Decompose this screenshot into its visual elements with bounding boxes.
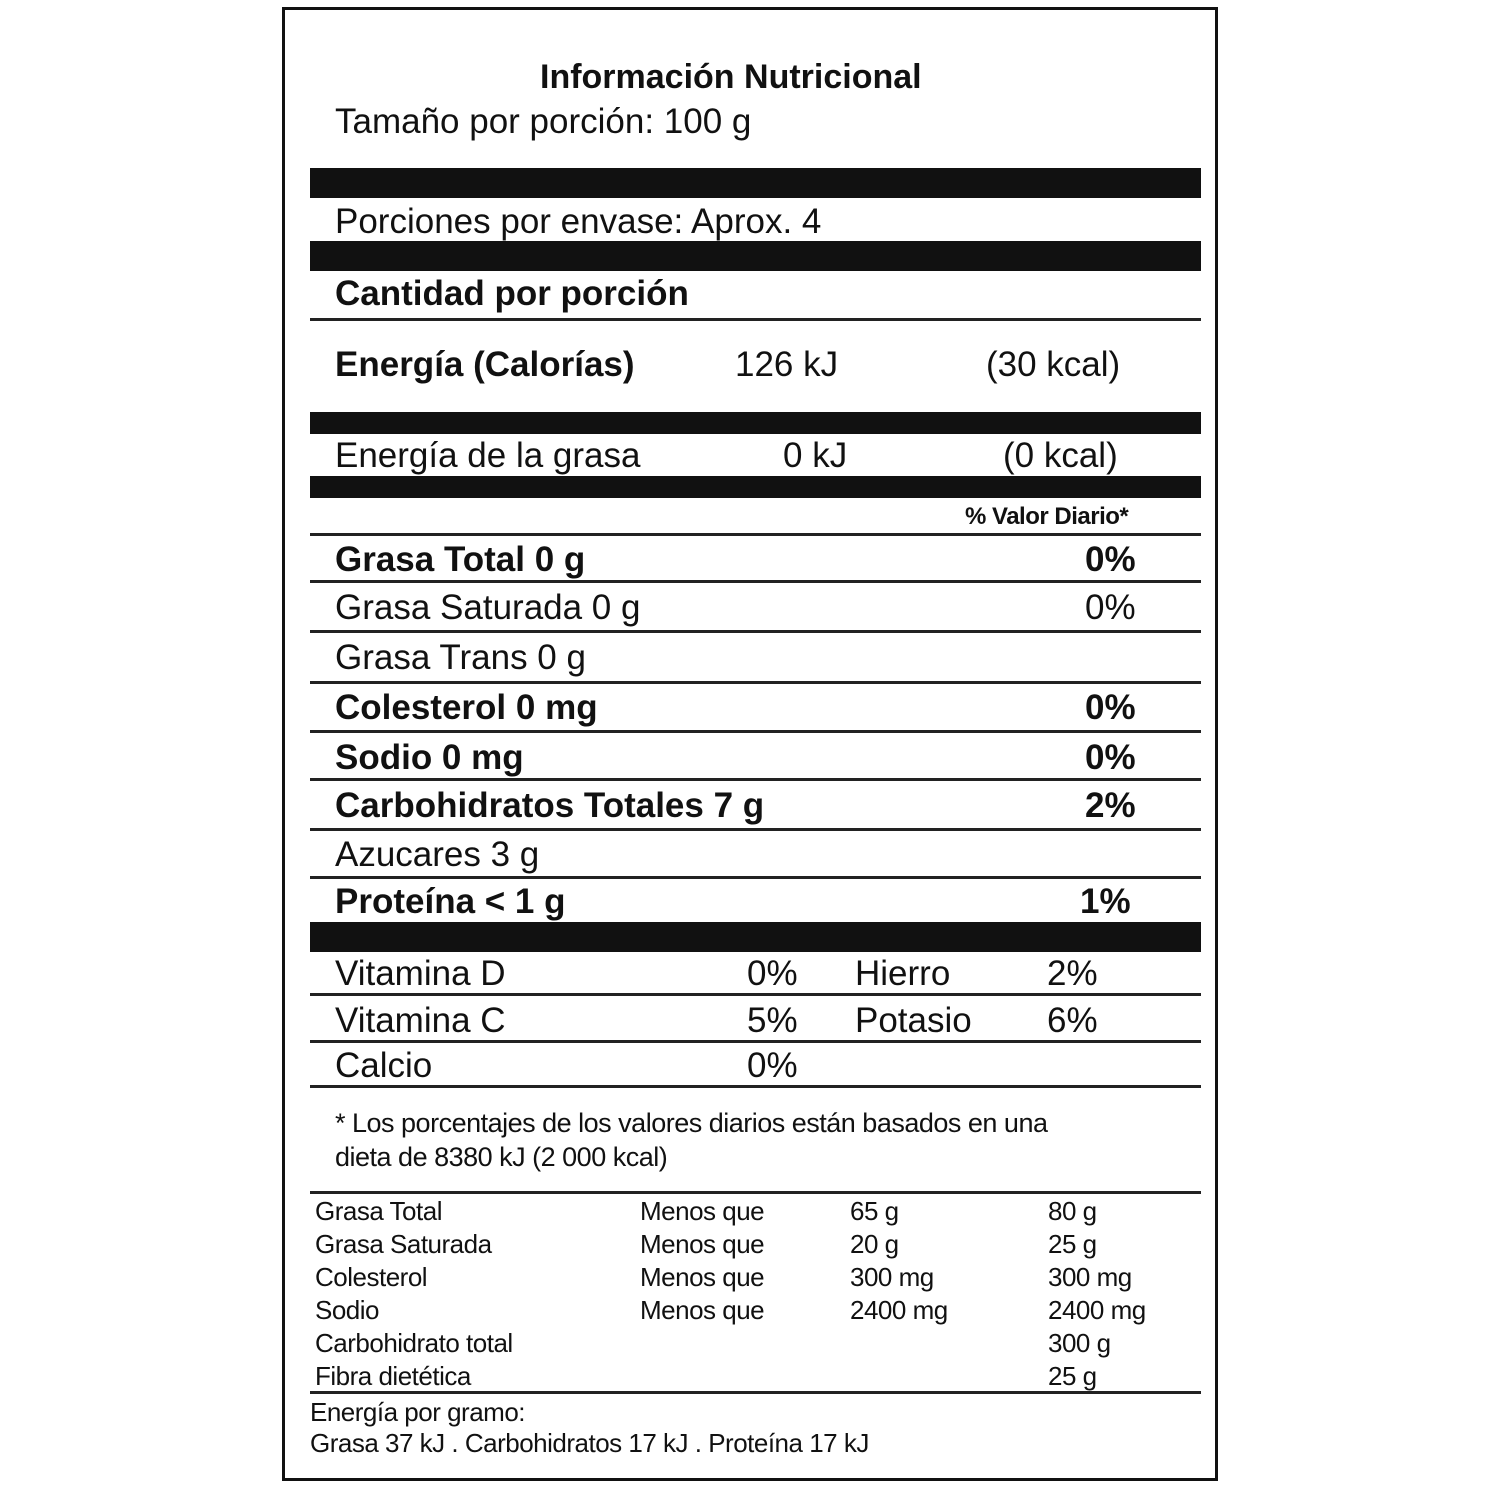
vitamin-name: Vitamina C [335, 1001, 506, 1040]
mineral-name: Hierro [855, 954, 951, 993]
nutrient-label: Carbohidratos Totales 7 g [335, 786, 765, 825]
nutrient-daily-value: 2% [1085, 786, 1136, 825]
ref-value-2000: 20 g [850, 1229, 899, 1259]
nutrient-label: Colesterol 0 mg [335, 688, 598, 727]
nutrient-label: Azucares 3 g [335, 835, 540, 874]
ref-value-2500: 80 g [1048, 1196, 1097, 1226]
divider [310, 681, 1201, 684]
ref-nutrient: Grasa Total [315, 1196, 442, 1226]
footnote-line: dieta de 8380 kJ (2 000 kcal) [335, 1142, 668, 1172]
ref-qualifier: Menos que [640, 1262, 765, 1292]
ref-value-2500: 25 g [1048, 1229, 1097, 1259]
nutrient-label: Sodio 0 mg [335, 738, 524, 777]
ref-qualifier: Menos que [640, 1229, 765, 1259]
label-title: Información Nutricional [540, 58, 922, 96]
divider [310, 1040, 1201, 1043]
divider [310, 1391, 1201, 1394]
energy-kj: 126 kJ [735, 345, 839, 384]
ref-value-2500: 25 g [1048, 1361, 1097, 1391]
nutrient-daily-value: 0% [1085, 688, 1136, 727]
divider [310, 876, 1201, 879]
thick-divider [310, 922, 1201, 952]
divider [310, 828, 1201, 831]
energy-per-gram-title: Energía por gramo: [310, 1397, 526, 1427]
servings-per-container: Porciones por envase: Aprox. 4 [335, 202, 822, 241]
energy-label: Energía (Calorías) [335, 345, 635, 384]
divider [310, 1191, 1201, 1194]
mineral-value: 6% [1047, 1001, 1098, 1040]
nutrient-label: Grasa Trans 0 g [335, 638, 586, 677]
ref-nutrient: Colesterol [315, 1262, 428, 1292]
nutrient-daily-value: 1% [1080, 882, 1131, 921]
mineral-value: 2% [1047, 954, 1098, 993]
nutrient-label: Grasa Saturada 0 g [335, 588, 641, 627]
vitamin-value: 0% [747, 954, 798, 993]
amount-per-serving: Cantidad por porción [335, 274, 689, 313]
ref-nutrient: Carbohidrato total [315, 1328, 513, 1358]
nutrient-daily-value: 0% [1085, 588, 1136, 627]
energy-kcal: (30 kcal) [986, 345, 1121, 384]
ref-qualifier: Menos que [640, 1295, 765, 1325]
thick-divider [310, 476, 1201, 498]
ref-value-2000: 2400 mg [850, 1295, 948, 1325]
ref-value-2000: 300 mg [850, 1262, 934, 1292]
ref-value-2000: 65 g [850, 1196, 899, 1226]
ref-value-2500: 300 g [1048, 1328, 1111, 1358]
serving-size: Tamaño por porción: 100 g [335, 102, 752, 141]
divider [310, 1085, 1201, 1088]
ref-nutrient: Grasa Saturada [315, 1229, 492, 1259]
nutrition-facts-label [282, 7, 1218, 1481]
ref-value-2500: 2400 mg [1048, 1295, 1146, 1325]
vitamin-value: 0% [747, 1046, 798, 1085]
energy-per-gram-values: Grasa 37 kJ . Carbohidratos 17 kJ . Proteína 17 kJ [310, 1428, 869, 1458]
nutrient-label: Grasa Total 0 g [335, 540, 586, 579]
divider [310, 580, 1201, 583]
vitamin-name: Vitamina D [335, 954, 506, 993]
divider [310, 730, 1201, 733]
divider [310, 318, 1201, 321]
ref-qualifier: Menos que [640, 1196, 765, 1226]
nutrient-daily-value: 0% [1085, 738, 1136, 777]
fat-energy-kcal: (0 kcal) [1003, 436, 1118, 475]
divider [310, 993, 1201, 996]
nutrient-daily-value: 0% [1085, 540, 1136, 579]
nutrient-label: Proteína < 1 g [335, 882, 566, 921]
thick-divider [310, 412, 1201, 434]
fat-energy-label: Energía de la grasa [335, 436, 641, 475]
ref-nutrient: Sodio [315, 1295, 379, 1325]
divider [310, 533, 1201, 536]
fat-energy-kj: 0 kJ [783, 436, 848, 475]
vitamin-value: 5% [747, 1001, 798, 1040]
ref-value-2500: 300 mg [1048, 1262, 1132, 1292]
thick-divider [310, 168, 1201, 198]
divider [310, 778, 1201, 781]
vitamin-name: Calcio [335, 1046, 433, 1085]
footnote-line: * Los porcentajes de los valores diarios están basados en una [335, 1108, 1048, 1138]
mineral-name: Potasio [855, 1001, 972, 1040]
divider [310, 630, 1201, 633]
thick-divider [310, 241, 1201, 271]
ref-nutrient: Fibra dietética [315, 1361, 471, 1391]
daily-value-header: % Valor Diario* [965, 503, 1129, 530]
